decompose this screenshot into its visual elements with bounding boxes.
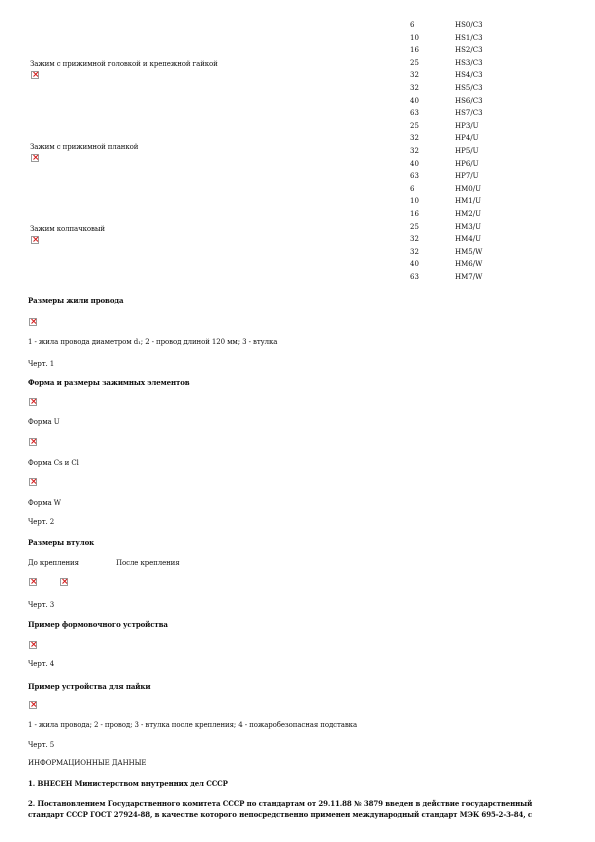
row-code: HM1/U (455, 197, 481, 206)
row-size: 63 (410, 172, 419, 181)
row-code: HS4/C3 (455, 71, 483, 80)
table-row (0, 258, 595, 270)
table-row (0, 107, 595, 119)
row-code: HS0/C3 (455, 21, 483, 29)
sleeve-after-image (60, 578, 68, 586)
row-size: 32 (410, 235, 419, 244)
row-size: 25 (410, 58, 419, 67)
row-code: HM7/W (455, 273, 483, 281)
group-label-screw-nut: Зажим с прижимной головкой и крепежной гайкой (30, 60, 218, 68)
heading-wire-sizes: Размеры жили провода (28, 296, 124, 305)
broken-image-icon (31, 71, 39, 79)
row-code: HS5/C3 (455, 84, 483, 92)
after-crimp-label: После крепления (116, 559, 180, 567)
table-row (0, 170, 595, 182)
info-item-1: 1. ВНЕСЕН Министерством внутренних дел СССР (28, 779, 228, 788)
row-size: 32 (410, 247, 419, 256)
row-size: 10 (410, 197, 419, 206)
sleeve-before-image (29, 578, 37, 586)
row-size: 6 (410, 184, 415, 193)
row-size: 25 (410, 121, 419, 130)
table-row (0, 233, 595, 245)
table-row (0, 271, 595, 283)
broken-image-icon (31, 154, 39, 162)
row-code: HM2/U (455, 210, 481, 218)
row-code: HM0/U (455, 184, 481, 193)
row-code: HS1/C3 (455, 33, 483, 42)
row-size: 16 (410, 46, 419, 55)
row-code: HM4/U (455, 235, 481, 244)
group-label-clamp-plate: Зажим с прижимной планкой (30, 143, 139, 151)
row-size: 32 (410, 134, 419, 143)
row-code: HP5/U (455, 147, 479, 155)
figure-3-label: Черт. 3 (28, 601, 55, 609)
figure-5-label: Черт. 5 (28, 741, 55, 749)
row-code: HS3/C3 (455, 58, 483, 67)
row-code: HM6/W (455, 260, 483, 269)
row-size: 32 (410, 71, 419, 80)
heading-shapes: Форма и размеры зажимных элементов (28, 378, 190, 387)
table-row (0, 82, 595, 94)
info-heading: ИНФОРМАЦИОННЫЕ ДАННЫЕ (28, 759, 147, 767)
row-size: 10 (410, 33, 419, 42)
before-crimp-label: До крепления (28, 559, 79, 567)
row-size: 40 (410, 159, 419, 168)
row-size: 6 (410, 21, 415, 29)
shape-cs-label: Форма Cs и Cl (28, 459, 79, 467)
row-code: HS7/C3 (455, 109, 483, 118)
solder-device-image (29, 701, 37, 709)
shape-w-label: Форма W (28, 499, 61, 507)
table-row (0, 44, 595, 56)
info-item-2-line-1: 2. Постановлением Государственного комитета СССР по стандартам от 29.11.88 № 3879 введен в действие государственный (28, 799, 533, 808)
figure-1-image (29, 318, 37, 326)
figure-4-label: Черт. 4 (28, 660, 55, 668)
broken-image-icon (31, 236, 39, 244)
row-code: HS2/C3 (455, 46, 483, 55)
table-row (0, 158, 595, 170)
row-size: 63 (410, 273, 419, 281)
table-row (0, 19, 595, 31)
heading-solder: Пример устройства для пайки (28, 682, 151, 691)
heading-forming: Пример формовочного устройства (28, 620, 168, 629)
table-row (0, 95, 595, 107)
row-code: HP6/U (455, 159, 479, 168)
group-label-cap: Зажим колпачковый (30, 225, 105, 233)
row-size: 16 (410, 210, 419, 218)
caption-5: 1 - жила провода; 2 - провод; 3 - втулка после крепления; 4 - пожаробезопасная подставка (28, 721, 358, 729)
row-size: 25 (410, 222, 419, 231)
table-row (0, 32, 595, 44)
row-size: 40 (410, 96, 419, 105)
row-code: HM5/W (455, 247, 483, 256)
forming-device-image (29, 641, 37, 649)
heading-sleeves: Размеры втулок (28, 538, 95, 547)
figure-2-label: Черт. 2 (28, 518, 55, 526)
row-code: HP3/U (455, 121, 479, 130)
table-row (0, 246, 595, 258)
table-row (0, 208, 595, 220)
row-code: HP4/U (455, 134, 479, 143)
figure-1-label: Черт. 1 (28, 360, 55, 368)
shape-u-image (29, 398, 37, 406)
table-row (0, 69, 595, 81)
row-size: 40 (410, 260, 419, 269)
table-row (0, 120, 595, 132)
shape-cs-image (29, 438, 37, 446)
info-item-2-line-2: стандарт СССР ГОСТ 27924-88, в качестве которого непосредственно применен международный стандарт МЭК 695-2-3-84, с (28, 810, 533, 819)
row-code: HP7/U (455, 172, 479, 181)
caption-1: 1 - жила провода диаметром d₁; 2 - провод длиной 120 мм; 3 - втулка (28, 338, 278, 346)
shape-u-label: Форма U (28, 418, 60, 426)
row-size: 63 (410, 109, 419, 118)
shape-w-image (29, 478, 37, 486)
table-row (0, 183, 595, 195)
table-row (0, 195, 595, 207)
row-size: 32 (410, 84, 419, 92)
row-code: HM3/U (455, 222, 481, 231)
row-code: HS6/C3 (455, 96, 483, 105)
row-size: 32 (410, 147, 419, 155)
